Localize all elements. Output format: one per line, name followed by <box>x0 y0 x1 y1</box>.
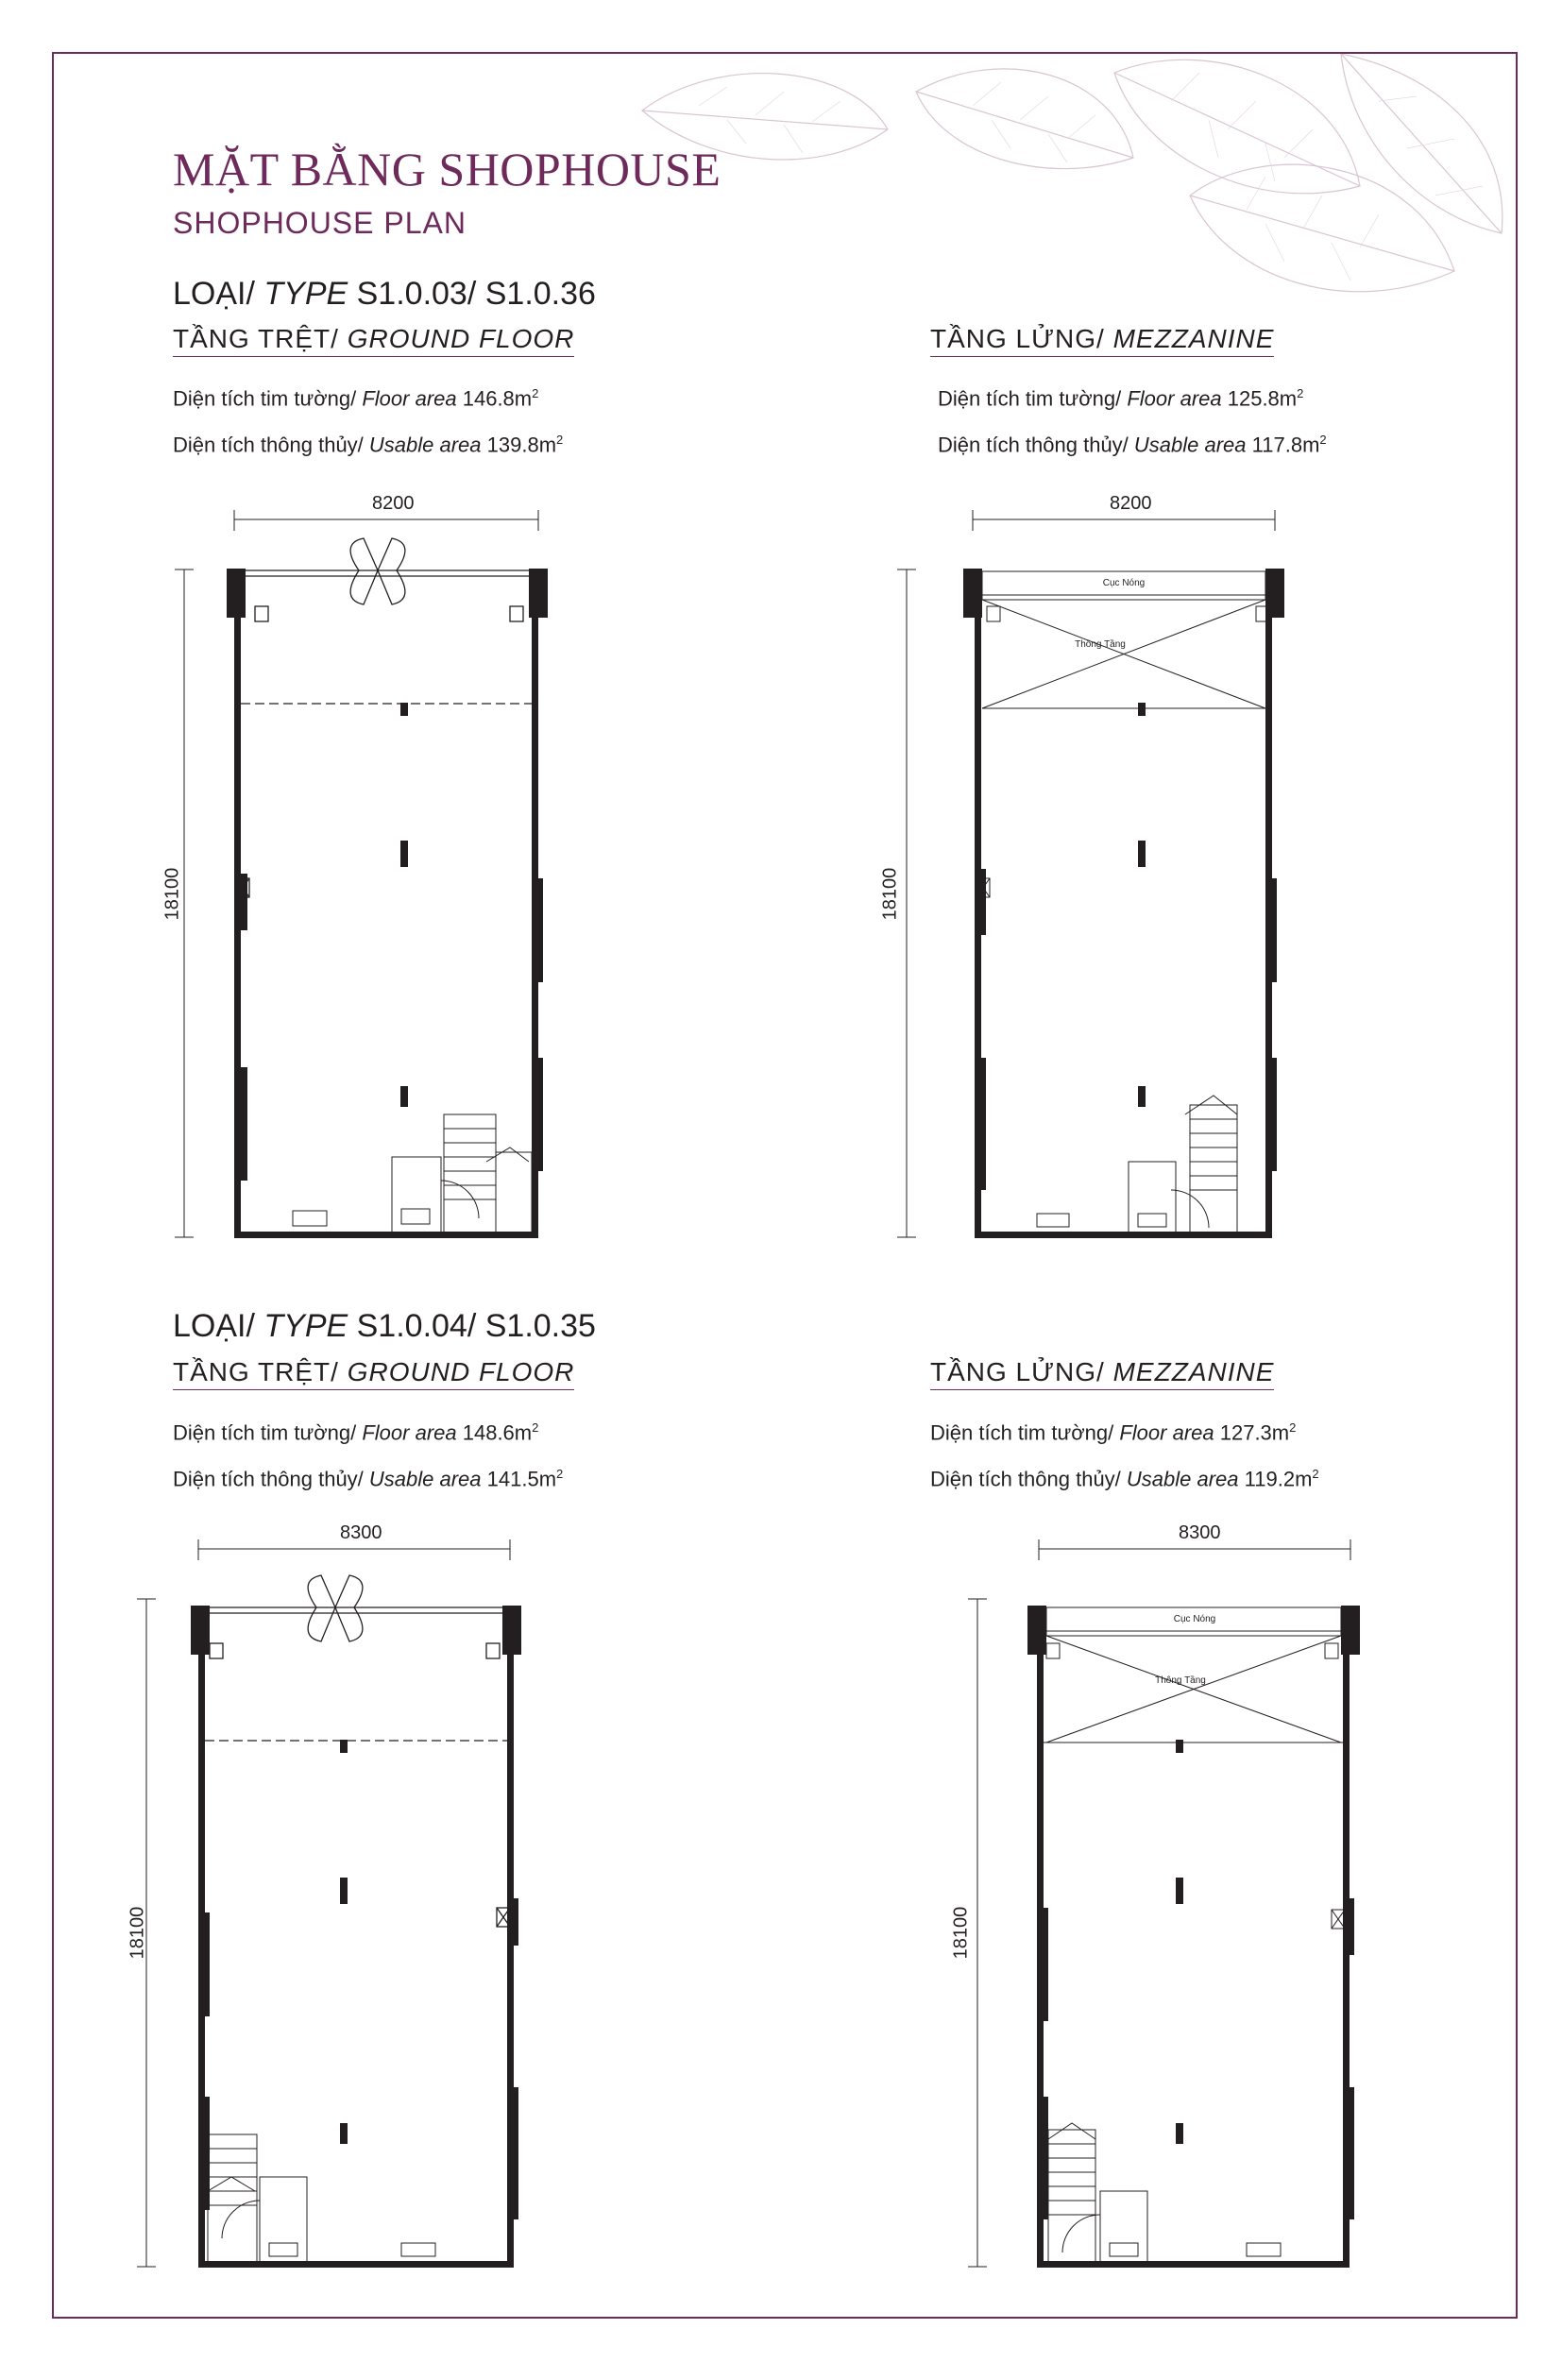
type-label-section2: LOẠI/ TYPE S1.0.04/ S1.0.35 <box>173 1308 596 1344</box>
floor-plan-ground-1 <box>161 510 576 1247</box>
width-dimension: 8300 <box>1179 1522 1221 1543</box>
width-dimension: 8300 <box>340 1522 382 1543</box>
page-title: MẶT BẰNG SHOPHOUSE <box>173 143 722 196</box>
floor-area-text: Diện tích tim tường/ Floor area $125.8m^2$ <box>938 386 1304 411</box>
floor-area-text: Diện tích tim tường/ Floor area $146.8m^2$ <box>173 386 539 411</box>
leaf-decoration-icon <box>604 54 1516 337</box>
mezzanine-label-section1: TẦNG LỬNG/ MEZZANINE <box>930 324 1274 357</box>
page-subtitle: SHOPHOUSE PLAN <box>173 206 467 240</box>
usable-area-text: Diện tích thông thủy/ Usable area $139.8m^2$ <box>173 433 564 457</box>
floor-plan-mezzanine-2 <box>963 1539 1379 2276</box>
usable-area-text: Diện tích thông thủy/ Usable area $117.8m^2$ <box>938 433 1327 457</box>
canopy-label: Cục Nóng <box>1102 578 1146 588</box>
ground-area-section1 <box>173 373 563 467</box>
void-label: Thông Tầng <box>1155 1675 1206 1686</box>
mezzanine-label-section2: TẦNG LỬNG/ MEZZANINE <box>930 1357 1274 1390</box>
depth-dimension: 18100 <box>879 867 901 921</box>
width-dimension: 8200 <box>372 493 415 514</box>
depth-dimension: 18100 <box>161 867 183 921</box>
ground-floor-label-section2: TẦNG TRỆT/ GROUND FLOOR <box>173 1357 574 1390</box>
usable-area-text: Diện tích thông thủy/ Usable area $119.2m^2$ <box>930 1467 1319 1491</box>
width-dimension: 8200 <box>1110 493 1152 514</box>
floor-plan-ground-2 <box>132 1539 548 2276</box>
ground-floor-label-section1: TẦNG TRỆT/ GROUND FLOOR <box>173 324 574 357</box>
depth-dimension: 18100 <box>950 1906 972 1960</box>
floor-plan-mezzanine-1 <box>897 510 1313 1247</box>
type-label-section1: LOẠI/ TYPE S1.0.03/ S1.0.36 <box>173 276 596 312</box>
depth-dimension: 18100 <box>127 1906 148 1960</box>
mezzanine-area-section1 <box>938 373 1327 467</box>
ground-area-section2 <box>173 1407 563 1501</box>
floor-area-text: Diện tích tim tường/ Floor area $148.6m^2$ <box>173 1420 539 1445</box>
canopy-label: Cục Nóng <box>1173 1614 1216 1624</box>
mezzanine-area-section2 <box>930 1407 1319 1501</box>
floor-area-text: Diện tích tim tường/ Floor area $127.3m^2$ <box>930 1420 1297 1445</box>
usable-area-text: Diện tích thông thủy/ Usable area $141.5m^2$ <box>173 1467 564 1491</box>
void-label: Thông Tầng <box>1075 639 1126 650</box>
